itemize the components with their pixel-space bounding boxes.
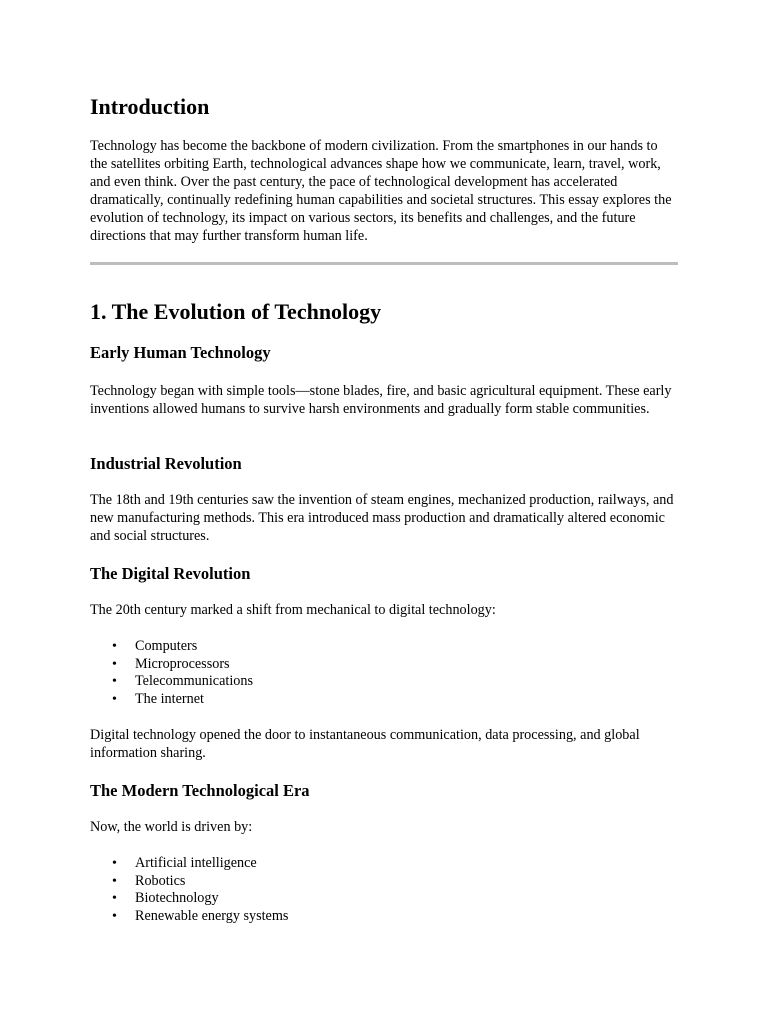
bullet-icon: • [112,891,117,907]
bullet-icon: • [112,909,117,925]
list-item: • Microprocessors [112,655,230,672]
bullet-icon: • [112,856,117,871]
bullet-icon: • [112,692,117,708]
list-item: • Biotechnology [112,890,219,907]
modern-intro: Now, the world is driven by: [90,819,253,835]
list-item: • Artificial intelligence [112,855,257,871]
intro-title: Introduction [90,94,210,119]
digital-intro: The 20th century marked a shift from mechanical to digital technology: [90,602,496,618]
digital-heading: The Digital Revolution [90,564,251,583]
list-item: • Robotics [112,872,186,889]
intro-paragraph: Technology has become the backbone of modern civilization. From the smartphones in our hands to the satellites orbiting Earth, technological advances shape how we communicate, learn, travel, work, and even think. Over the past century, the pace of technological development has accelerated dramatically, continually redefining human capabilities and societal structures. This essay explores the evolution of technology, its impact on various sectors, its benefits and challenges, and the future directions that may further transform human life. [90,138,672,244]
digital-outro: Digital technology opened the door to instantaneous communication, data processing, and global information sharing. [90,727,640,761]
industrial-paragraph: The 18th and 19th centuries saw the invention of steam engines, mechanized production, railways, and new manufacturing methods. This era introduced mass production and dramatically altered economic and social structures. [90,492,674,544]
bullet-icon: • [112,873,117,889]
list-item: • Renewable energy systems [112,908,289,925]
list-item: • Computers [112,638,198,654]
bullet-icon: • [112,639,117,654]
early-tech-paragraph: Technology began with simple tools—stone blades, fire, and basic agricultural equipment. These early inventions allowed humans to survive harsh environments and gradually form stable communities. [90,383,672,417]
section-divider [90,262,678,265]
bullet-icon: • [112,674,117,690]
list-item: • The internet [112,691,204,708]
early-tech-heading: Early Human Technology [90,343,271,362]
modern-list [90,855,723,926]
modern-heading: The Modern Technological Era [90,781,310,800]
list-item: • Telecommunications [112,673,253,690]
bullet-icon: • [112,656,117,672]
digital-list [90,638,723,709]
evolution-title: 1. The Evolution of Technology [90,299,382,324]
industrial-heading: Industrial Revolution [90,454,242,473]
